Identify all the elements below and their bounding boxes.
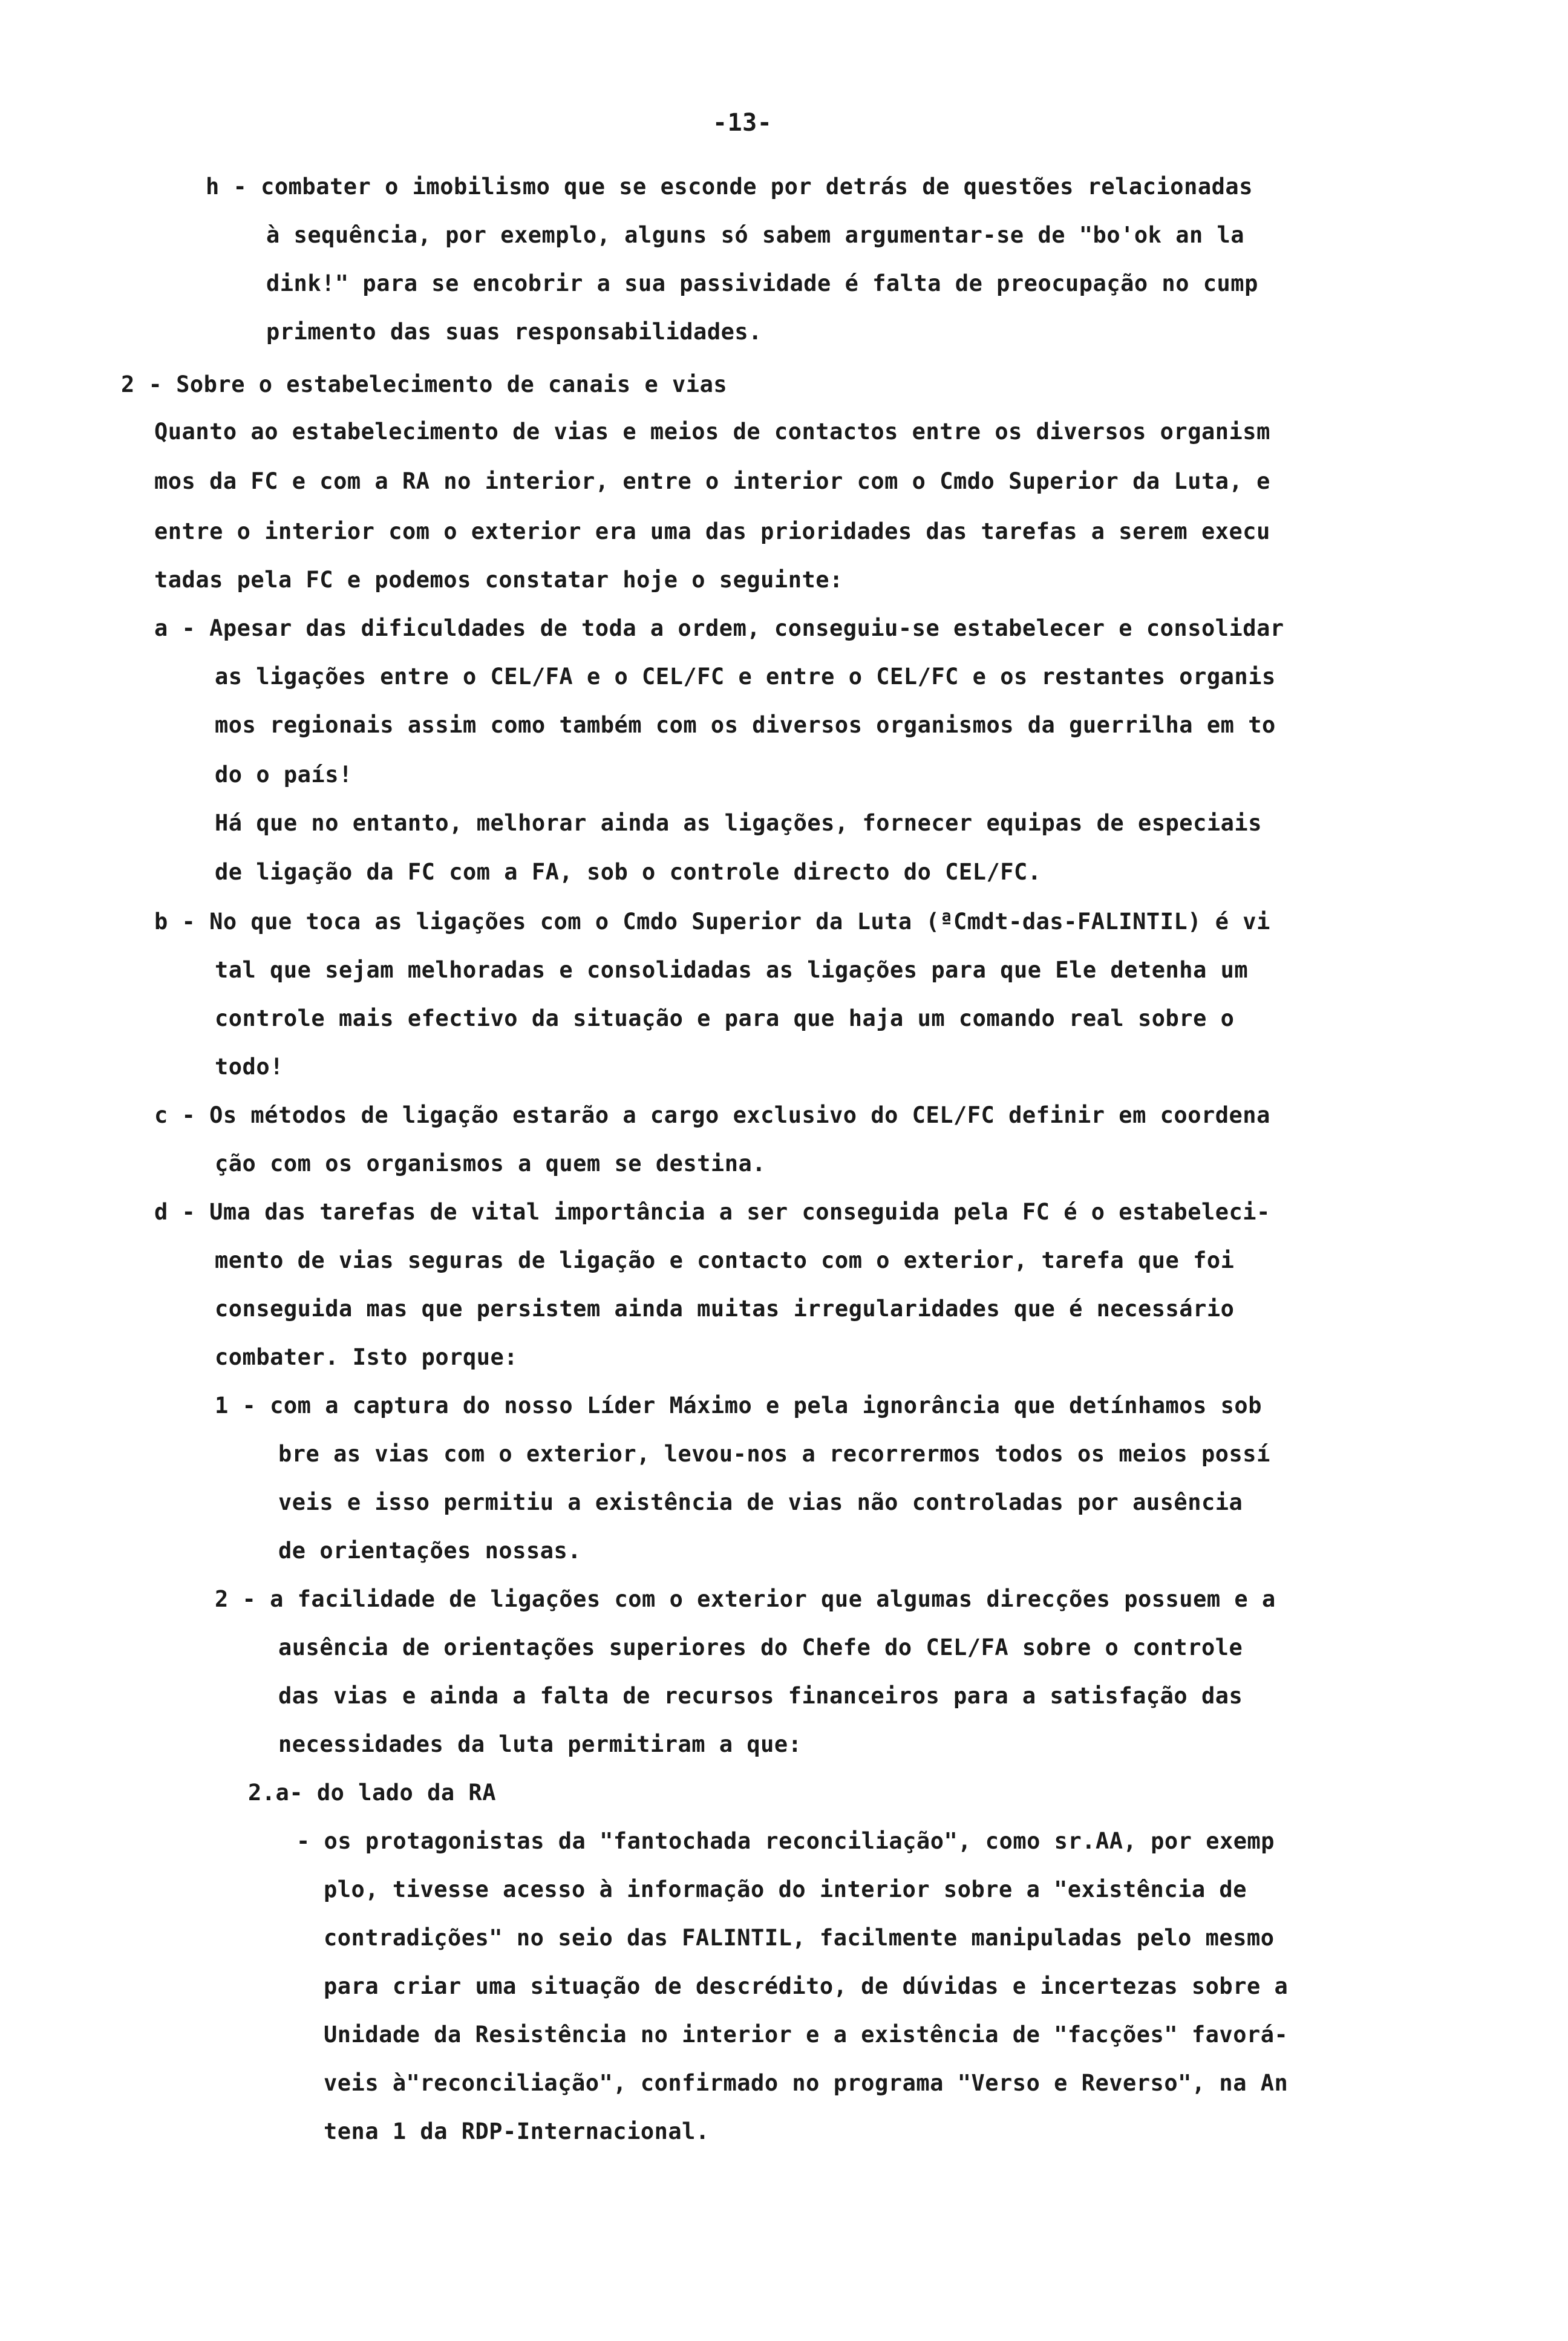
text-line: primento das suas responsabilidades. — [266, 319, 762, 345]
text-line: veis e isso permitiu a existência de vias não controladas por ausência — [278, 1489, 1243, 1515]
text-line: mos regionais assim como também com os diversos organismos da guerrilha em to — [215, 712, 1276, 738]
text-line: Há que no entanto, melhorar ainda as ligações, fornecer equipas de especiais — [215, 810, 1262, 836]
text-line: dink!" para se encobrir a sua passividade é falta de preocupação no cump — [266, 270, 1258, 296]
text-line: necessidades da luta permitiram a que: — [278, 1731, 802, 1757]
text-line: tena 1 da RDP-Internacional. — [324, 2118, 710, 2144]
text-line: d - Uma das tarefas de vital importância a ser conseguida pela FC é o estabeleci- — [154, 1199, 1270, 1225]
text-line: - os protagonistas da "fantochada reconciliação", como sr.AA, por exemp — [296, 1828, 1275, 1854]
page-number: -13- — [713, 109, 773, 137]
text-line: das vias e ainda a falta de recursos financeiros para a satisfação das — [278, 1683, 1243, 1709]
text-line: 1 - com a captura do nosso Líder Máximo e pela ignorância que detínhamos sob — [215, 1393, 1262, 1419]
text-line: mento de vias seguras de ligação e contacto com o exterior, tarefa que foi — [215, 1247, 1235, 1273]
text-line: b - No que toca as ligações com o Cmdo Superior da Luta (ªCmdt-das-FALINTIL) é vi — [154, 909, 1270, 935]
text-line: 2 - a facilidade de ligações com o exterior que algumas direcções possuem e a — [215, 1586, 1276, 1612]
text-line: h - combater o imobilismo que se esconde por detrás de questões relacionadas — [206, 174, 1253, 200]
text-line: conseguida mas que persistem ainda muitas irregularidades que é necessário — [215, 1296, 1235, 1322]
text-line: controle mais efectivo da situação e para que haja um comando real sobre o — [215, 1005, 1235, 1031]
text-line: plo, tivesse acesso à informação do interior sobre a "existência de — [324, 1876, 1247, 1902]
text-line: c - Os métodos de ligação estarão a cargo exclusivo do CEL/FC definir em coordena — [154, 1102, 1270, 1128]
text-line: bre as vias com o exterior, levou-nos a recorrermos todos os meios possí — [278, 1441, 1270, 1467]
text-line: para criar uma situação de descrédito, de dúvidas e incertezas sobre a — [324, 1973, 1289, 1999]
text-line: tadas pela FC e podemos constatar hoje o seguinte: — [154, 567, 843, 593]
text-line: combater. Isto porque: — [215, 1344, 518, 1370]
text-line: Quanto ao estabelecimento de vias e meios de contactos entre os diversos organism — [154, 419, 1270, 445]
text-line: veis à"reconciliação", confirmado no programa "Verso e Reverso", na An — [324, 2070, 1289, 2096]
text-line: 2.a- do lado da RA — [248, 1780, 496, 1806]
text-line: a - Apesar das dificuldades de toda a ordem, conseguiu-se estabelecer e consolidar — [154, 615, 1284, 641]
text-line: Unidade da Resistência no interior e a existência de "facções" favorá- — [324, 2022, 1289, 2048]
text-line: tal que sejam melhoradas e consolidadas as ligações para que Ele detenha um — [215, 957, 1249, 983]
text-line: todo! — [215, 1054, 284, 1080]
text-line: de ligação da FC com a FA, sob o controle directo do CEL/FC. — [215, 859, 1042, 885]
text-line: de orientações nossas. — [278, 1538, 582, 1564]
text-line: ção com os organismos a quem se destina. — [215, 1151, 766, 1177]
text-line: do o país! — [215, 762, 353, 788]
section-heading: 2 - Sobre o estabelecimento de canais e vias — [121, 371, 728, 397]
text-line: contradições" no seio das FALINTIL, facilmente manipuladas pelo mesmo — [324, 1925, 1275, 1951]
text-line: entre o interior com o exterior era uma das prioridades das tarefas a serem execu — [154, 518, 1270, 544]
text-line: as ligações entre o CEL/FA e o CEL/FC e entre o CEL/FC e os restantes organis — [215, 664, 1276, 690]
text-line: à sequência, por exemplo, alguns só sabem argumentar-se de "bo'ok an la — [266, 222, 1245, 248]
text-line: mos da FC e com a RA no interior, entre o interior com o Cmdo Superior da Luta, e — [154, 468, 1270, 494]
text-line: ausência de orientações superiores do Chefe do CEL/FA sobre o controle — [278, 1634, 1243, 1660]
